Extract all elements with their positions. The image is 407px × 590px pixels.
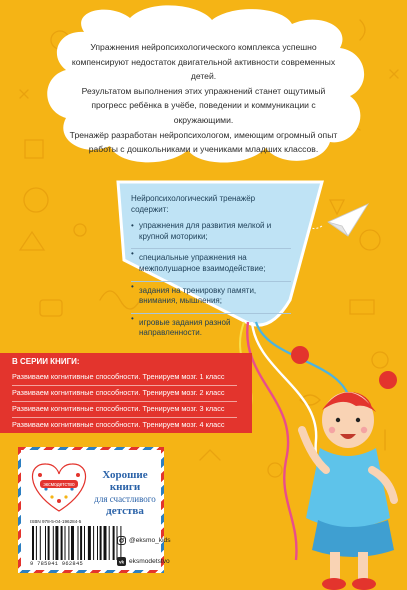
promo-line-4: детства <box>106 505 144 517</box>
barcode-bar <box>40 526 41 560</box>
barcode-bar <box>36 526 37 560</box>
vk-icon <box>117 557 126 566</box>
barcode-bar <box>45 526 46 560</box>
series-book-2: Развиваем когнитивные способности. Тренируем мозг. 2 класс <box>12 388 225 397</box>
barcode-bar <box>109 526 110 560</box>
barcode-bar <box>32 526 34 560</box>
intro-paragraph-3: Тренажёр разработан нейропсихологом, имеющим огромный опыт работы с дошкольниками и учениками младших классов. <box>69 129 338 155</box>
heart-logo-icon <box>30 461 88 513</box>
series-book-1: Развиваем когнитивные способности. Тренируем мозг. 1 класс <box>12 372 225 381</box>
barcode-bar <box>88 526 91 560</box>
list-item: • упражнения для развития мелкой и крупной моторики; <box>131 221 291 242</box>
card-inner <box>24 453 158 567</box>
barcode-bar <box>113 526 115 560</box>
svg-text:vk: vk <box>118 559 125 565</box>
isbn-label: ISBN 978-5-04-196284-5 <box>30 519 82 524</box>
barcode-bar <box>93 526 94 560</box>
series-book-4: Развиваем когнитивные способности. Тренируем мозг. 4 класс <box>12 420 225 429</box>
list-item: • задания на тренировку памяти, внимания, мышления; <box>131 281 291 307</box>
logo-wordmark: эксмодетство <box>43 482 75 488</box>
series-book-3: Развиваем когнитивные способности. Тренируем мозг. 3 класс <box>12 404 225 413</box>
barcode-bar <box>65 526 66 560</box>
barcode-bar <box>55 526 58 560</box>
girl-illustration <box>291 346 397 590</box>
kite-list <box>131 221 291 339</box>
barcode-bar <box>78 526 79 560</box>
intro-paragraph-2: Результатом выполнения этих упражнений станет ощутимый прогресс ребёнка в учёбе, поведении и коммуникации с окружающими. <box>81 85 326 125</box>
series-heading: В СЕРИИ КНИГИ: <box>12 357 80 366</box>
kite-title: Нейропсихологический тренажёр содержит: <box>131 194 256 214</box>
barcode-bar <box>48 526 50 560</box>
barcode-bar <box>104 526 107 560</box>
series-divider <box>12 385 237 386</box>
list-item: • игровые задания разной направленности. <box>131 313 291 339</box>
vk-contact[interactable] <box>117 557 170 566</box>
barcode-bar <box>80 526 82 560</box>
instagram-icon <box>117 536 126 545</box>
isbn-number: 9 785041 962845 <box>30 561 84 567</box>
kite-contents <box>131 194 291 345</box>
list-item: • специальные упражнения на межполушарное взаимодействие; <box>131 248 291 274</box>
vk-handle: eksmodetstvo <box>129 558 170 565</box>
instagram-handle: @eksmo_kids <box>129 537 171 544</box>
promo-card <box>18 447 164 573</box>
barcode-bar <box>84 526 85 560</box>
barcode-bar <box>53 526 54 560</box>
barcode-bar <box>61 526 63 560</box>
promo-line-3: для счастливого <box>94 494 156 504</box>
promo-line-2: книги <box>109 481 141 493</box>
barcode-bar <box>68 526 69 560</box>
barcode-bar <box>100 526 102 560</box>
barcode-bar <box>71 526 74 560</box>
barcode-bar <box>97 526 98 560</box>
intro-paragraph-1: Упражнения нейропсихологического комплекса успешно компенсируют недостаток двигательной активности современных детей. <box>71 42 336 82</box>
promo-slogan <box>92 469 158 517</box>
instagram-contact[interactable] <box>117 536 171 545</box>
series-divider <box>12 417 237 418</box>
series-divider <box>12 401 237 402</box>
promo-line-1: Хорошие <box>102 469 148 481</box>
